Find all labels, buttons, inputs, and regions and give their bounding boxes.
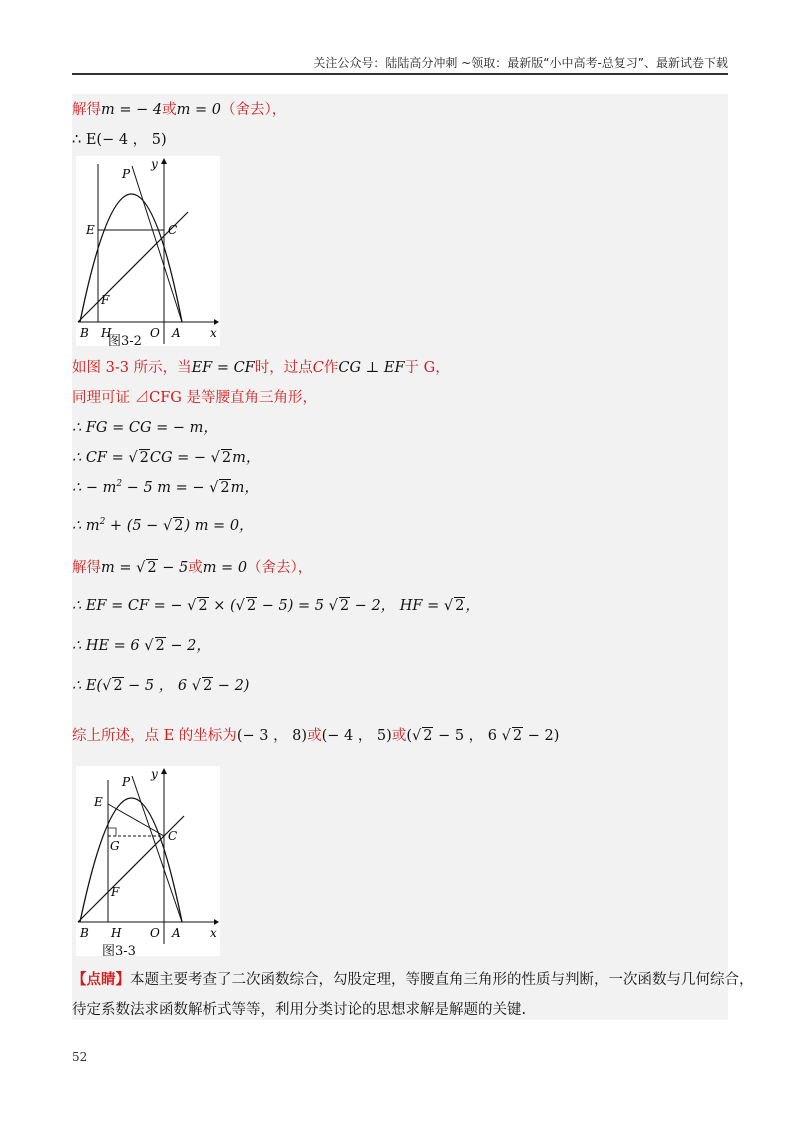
- solution-line-10: ∴ EF = CF = − √ 2 × (√ 2 − 5) = 5 √ 2 − 2， HF = √ 2，: [72, 598, 480, 614]
- label-f: F: [101, 293, 110, 307]
- label-o: O: [150, 326, 160, 340]
- solution-line-11: ∴ HE = 6 √ 2 − 2，: [72, 638, 211, 654]
- label-y: y: [151, 767, 158, 781]
- parabola: [80, 194, 182, 322]
- line-pa: [132, 166, 182, 322]
- solution-line-7: ∴ − $m^2 - 5$ m = − √ 2m，: [72, 479, 259, 496]
- figure-3-3-caption: 图3-3: [102, 944, 136, 959]
- solution-content: [72, 94, 754, 1020]
- solution-line-8: ∴ $m^2 + (5$ − √ 2) m = 0，: [72, 517, 254, 534]
- label-g: G: [110, 839, 120, 853]
- label-p: P: [122, 167, 131, 181]
- page-header: 关注公众号：陆陆高分冲刺 ~领取：最新版“小中高考-总复习”、最新试卷下载: [313, 56, 728, 70]
- label-b: B: [80, 326, 89, 340]
- right-angle-mark: [108, 828, 116, 836]
- solution-line-4: 同理可证 ⊿CFG 是等腰直角三角形，: [72, 390, 317, 406]
- label-y: y: [151, 157, 158, 171]
- label-h: H: [101, 326, 112, 340]
- page-number: 52: [72, 1050, 88, 1064]
- label-h: H: [111, 926, 122, 940]
- header-rule: [72, 73, 728, 75]
- solution-line-2: ∴ E(− 4 ， 5): [72, 132, 167, 148]
- line-pa: [132, 776, 182, 922]
- label-e: E: [94, 795, 103, 809]
- label-a: A: [172, 326, 181, 340]
- solution-line-9: 解得m = √ 2 − 5或m = 0（舍去），: [72, 560, 313, 576]
- figure-3-3-graph: [76, 766, 220, 956]
- label-a: A: [172, 926, 181, 940]
- solution-line-5: ∴ FG = CG = − m，: [72, 420, 218, 436]
- label-e: E: [86, 223, 95, 237]
- label-f: F: [111, 885, 120, 899]
- figure-3-3: [76, 766, 220, 956]
- label-x: x: [210, 926, 217, 940]
- figure-3-2-graph: [76, 156, 220, 346]
- figure-3-2-caption: 图3-2: [108, 334, 142, 349]
- summary-line-1: 【点睛】本题主要考查了二次函数综合，勾股定理，等腰直角三角形的性质与判断，一次函数与几何综合，: [72, 971, 754, 988]
- label-b: B: [80, 926, 89, 940]
- figure-3-2: [76, 156, 220, 346]
- label-p: P: [122, 775, 131, 789]
- y-axis-arrow: [161, 768, 167, 774]
- label-x: x: [210, 326, 217, 340]
- y-axis-arrow: [161, 158, 167, 164]
- label-c: C: [168, 223, 178, 237]
- solution-line-6: ∴ CF = √ 2CG = − √ 2m，: [72, 450, 261, 466]
- solution-line-1: 解得m = − 4或m = 0（舍去），: [72, 102, 287, 118]
- solution-line-3: 如图 3-3 所示，当EF = CF时，过点C作CG ⊥ EF于 G，: [72, 360, 450, 376]
- solution-line-12: ∴ E(√ 2 − 5 ， 6 √ 2 − 2): [72, 678, 250, 694]
- label-o: O: [150, 926, 160, 940]
- solution-line-13: 综上所述，点 E 的坐标为(− 3 ， 8)或(− 4 ， 5)或(√ 2 − 5 ， 6 √ 2 − 2): [72, 728, 560, 744]
- summary-line-2: 待定系数法求函数解析式等等，利用分类讨论的思想求解是解题的关键.: [72, 1002, 527, 1018]
- label-c: C: [168, 829, 178, 843]
- x-axis-arrow: [214, 319, 219, 325]
- x-axis-arrow: [214, 919, 219, 925]
